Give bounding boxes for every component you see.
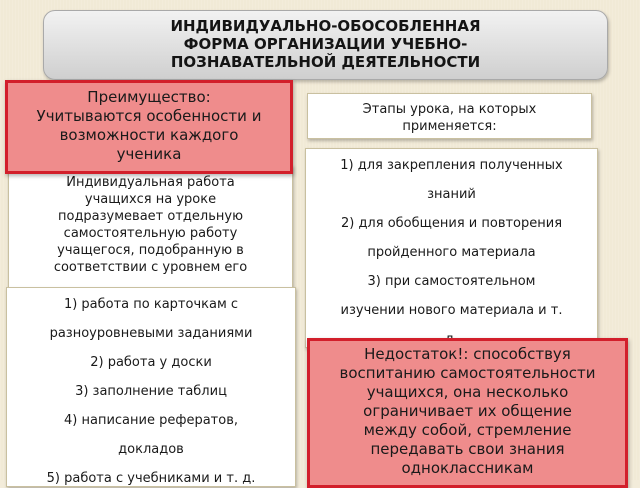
form-line: докладов <box>118 442 184 457</box>
advantage-line: ученика <box>116 145 182 163</box>
stages-list-box <box>305 148 598 348</box>
forms-list-box <box>6 287 296 487</box>
form-line: разноуровневыми заданиями <box>49 326 253 341</box>
advantage-line: Преимущество: <box>87 88 211 106</box>
stage-line: знаний <box>427 187 476 202</box>
disadvantage-line: воспитанию самостоятельности <box>339 364 596 382</box>
stage-line: 1) для закрепления полученных <box>340 158 563 173</box>
disadvantage-line: учащихся, она несколько <box>366 383 569 401</box>
description-line: учащихся на уроке <box>84 192 217 207</box>
title-line: ИНДИВИДУАЛЬНО-ОБОСОБЛЕННАЯ <box>170 17 481 35</box>
form-line: 2) работа у доски <box>90 355 212 370</box>
title-box <box>43 10 608 80</box>
disadvantage-line: передавать свои знания <box>370 440 565 458</box>
form-line: 5) работа с учебниками и т. д. <box>46 471 256 486</box>
description-box <box>8 165 293 295</box>
description-line: учащегося, подобранную в <box>57 243 244 258</box>
stages-header-line: Этапы урока, на которых <box>362 102 537 117</box>
title-line: ПОЗНАВАТЕЛЬНОЙ ДЕЯТЕЛЬНОСТИ <box>170 53 481 71</box>
disadvantage-box <box>307 338 628 488</box>
disadvantage-line: одноклассникам <box>401 459 534 477</box>
advantage-line: Учитываются особенности и <box>36 107 262 125</box>
advantage-line: возможности каждого <box>59 126 239 144</box>
stages-header-box <box>307 93 592 139</box>
stage-line: 3) при самостоятельном <box>367 274 536 289</box>
description-line: самостоятельную работу <box>63 226 238 241</box>
description-line: подразумевает отдельную <box>57 209 244 224</box>
description-line: соответствии с уровнем его <box>53 260 248 275</box>
title-line: ФОРМА ОРГАНИЗАЦИИ УЧЕБНО- <box>183 35 468 53</box>
form-line: 3) заполнение таблиц <box>75 384 227 399</box>
advantage-box <box>5 80 293 174</box>
form-line: 1) работа по карточкам с <box>63 297 239 312</box>
description-line: Индивидуальная работа <box>66 175 235 190</box>
stages-header-line: применяется: <box>402 119 497 134</box>
form-line: 4) написание рефератов, <box>64 413 238 428</box>
stage-line: изучении нового материала и т. <box>340 303 563 318</box>
stage-line: 2) для обобщения и повторения <box>340 216 563 231</box>
disadvantage-line: Недостаток!: способствуя <box>364 345 571 363</box>
disadvantage-line: между собой, стремление <box>363 421 572 439</box>
stage-line: пройденного материала <box>367 245 536 260</box>
disadvantage-line: ограничивает их общение <box>363 402 572 420</box>
